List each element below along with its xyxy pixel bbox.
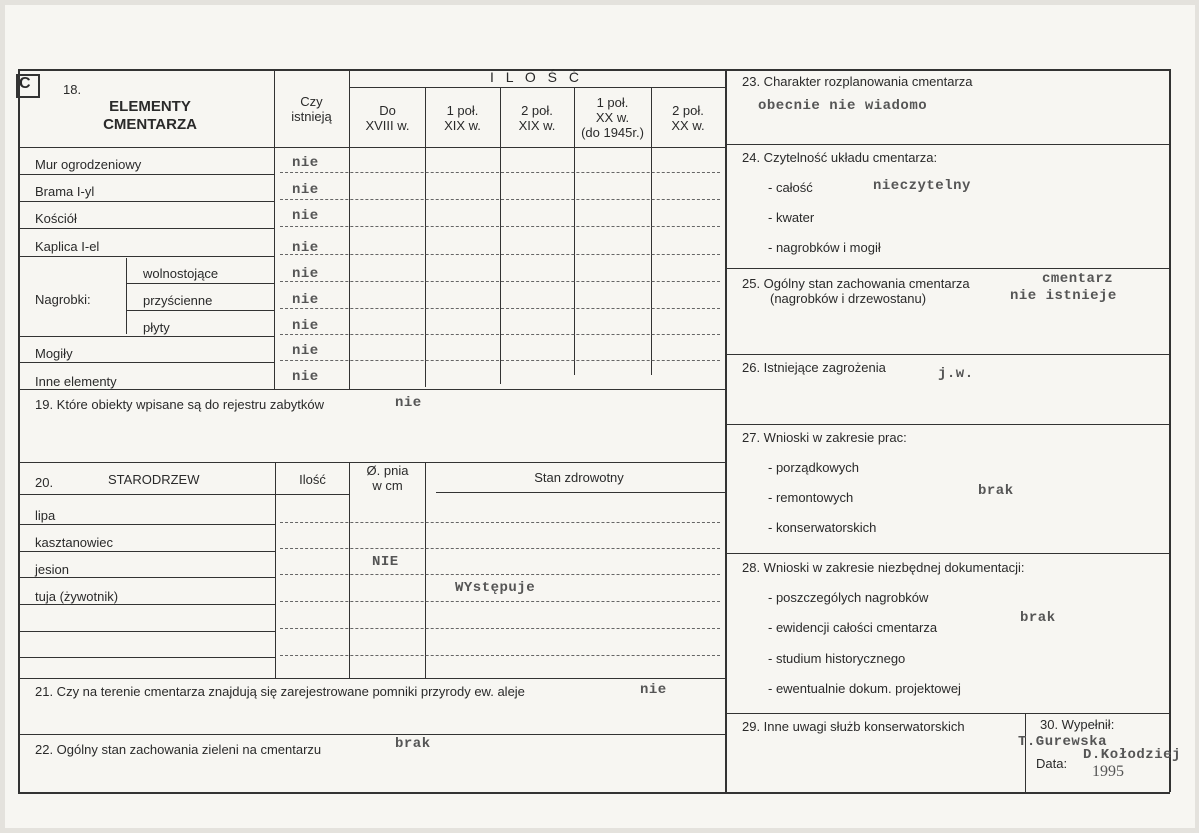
period-2-l2: XIX w. [444,118,481,133]
sec25-label-1: 25. Ogólny stan zachowania cmentarza [742,276,970,291]
nagrobki-vline [126,258,127,334]
sec29-30-divider [1025,713,1026,792]
ilosc-underline [349,87,725,88]
sec24-value: nieczytelny [873,178,971,194]
period-3-l1: 2 poł. [521,103,553,118]
value-mur: nie [292,155,319,171]
sec26-value: j.w. [938,366,974,382]
sec20-row-5 [18,631,275,632]
sec18-vline-1 [274,69,275,389]
sec20-col-qty: Ilość [299,472,326,487]
sec28-top [725,553,1170,554]
sec20-col-trunk-2: w cm [372,478,403,493]
col-exists-1: Czy [300,94,323,109]
period-1-l2: XVIII w. [365,118,410,133]
left-border [18,69,20,792]
tree-tuja: tuja (żywotnik) [35,589,119,604]
sec25-value-2: nie istnieje [1010,288,1117,304]
row-label-przyscienne: przyścienne [143,293,213,308]
sec18-number: 18. [63,82,82,97]
row-line-2 [18,201,274,202]
sec28-label: 28. Wnioski w zakresie niezbędnej dokumentacji: [742,560,1025,575]
grid-dash-6 [280,308,720,309]
row-line-4 [18,256,274,257]
sec28-item-2: - ewidencji całości cmentarza [768,620,938,635]
period-2-l1: 1 poł. [446,103,479,118]
sec20-vline-3 [425,462,426,678]
row-label-kaplica: Kaplica I-el [35,239,100,254]
sec22-value: brak [395,736,431,752]
sec27-label: 27. Wnioski w zakresie prac: [742,430,907,445]
row-label-plyty: płyty [143,320,170,335]
sec30-filler-1: T.Gurewska [1018,734,1108,750]
sec26-top [725,354,1170,355]
period-4-l1: 1 poł. [596,95,629,110]
sec29-top [725,713,1170,714]
sec20-col-trunk-1: Ø. pnia [366,463,409,478]
row-line-3 [18,228,274,229]
sec20-row-4 [18,604,275,605]
row-label-brama: Brama I-yl [35,184,95,199]
sec27-item-1: - porządkowych [768,460,860,475]
sec24-label: 24. Czytelność układu cmentarza: [742,150,938,165]
sec20-dash-1 [280,522,720,523]
sec24-item-1: - całość [768,180,813,195]
sec29-label: 29. Inne uwagi służb konserwatorskich [742,719,965,734]
value-plyty: nie [292,318,319,334]
sec30-filler-2: D.Kołodziej [1083,747,1181,763]
sec25-label-2: (nagrobków i drzewostanu) [770,291,927,306]
sec30-date-value: 1995 [1092,763,1124,780]
grid-dash-4 [280,254,720,255]
sec20-health-value: WYstępuje [455,580,536,596]
value-inne: nie [292,369,319,385]
row-label-wolnostojace: wolnostojące [143,266,219,281]
column-divider [725,69,727,792]
ilosc-header: I L O Ś Ć [489,69,584,85]
sec22-label: 22. Ogólny stan zachowania zieleni na cmentarzu [35,742,322,757]
sec20-col-health: Stan zdrowotny [534,470,624,485]
sec20-vline-2 [349,462,350,678]
value-mogily: nie [292,343,319,359]
value-kaplica: nie [292,240,319,256]
sec18-vline-6 [651,87,652,375]
sec20-dash-3 [280,574,720,575]
period-5-l2: XX w. [671,118,705,133]
sec19-value: nie [395,395,422,411]
sec21-top [18,678,725,679]
row-label-nagrobki: Nagrobki: [35,292,91,307]
tree-jesion: jesion [35,562,69,577]
row-line-8 [18,362,274,363]
sec27-item-2: - remontowych [768,490,854,505]
sec28-value: brak [1020,610,1056,626]
sec20-dash-4 [280,601,720,602]
sec20-dash-2 [280,548,720,549]
sec20-title: STARODRZEW [108,472,200,487]
sec20-row-1 [18,524,275,525]
value-przyscienne: nie [292,292,319,308]
sec18-vline-3 [425,87,426,387]
row-line-5 [126,283,274,284]
sec21-label: 21. Czy na terenie cmentarza znajdują się zarejestrowane pomniki przyrody ew. aleje [35,684,525,699]
grid-dash-8 [280,360,720,361]
sec22-top [18,734,725,735]
sec27-value: brak [978,483,1014,499]
period-3-l2: XIX w. [518,118,556,133]
grid-dash-7 [280,334,720,335]
sec28-item-1: - poszczególych nagrobków [768,590,929,605]
sec18-vline-2 [349,69,350,389]
sec20-row-2 [18,551,275,552]
grid-dash-2 [280,199,720,200]
sec27-item-3: - konserwatorskich [768,520,877,535]
sec20-row-6 [18,657,275,658]
row-label-inne: Inne elementy [35,374,117,389]
row-label-kosciol: Kościół [35,211,77,226]
sec19-top [18,389,725,390]
sec28-item-3: - studium historycznego [768,651,906,666]
sec24-item-2: - kwater [768,210,815,225]
sec24-item-3: - nagrobków i mogił [768,240,881,255]
row-line-7 [18,336,274,337]
sec24-top [725,144,1170,145]
sec20-header-bottom-right [436,492,725,493]
row-label-mur: Mur ogrodzeniowy [35,157,142,172]
value-wolnostojace: nie [292,266,319,282]
sec21-value: nie [640,682,667,698]
form-code: C [19,75,31,92]
sec26-label: 26. Istniejące zagrożenia [742,360,886,375]
sec18-title-1: ELEMENTY [109,98,191,115]
row-line-6 [126,310,274,311]
sec19-label: 19. Które obiekty wpisane są do rejestru zabytków [35,397,325,412]
sec18-vline-4 [500,87,501,384]
sec20-dash-5 [280,628,720,629]
sec30-label: 30. Wypełnił: [1040,717,1115,732]
period-4-l3: (do 1945r.) [581,125,644,140]
sec20-number: 20. [35,475,54,490]
sec28-item-4: - ewentualnie dokum. projektowej [768,681,961,696]
col-exists-2: istnieją [291,109,332,124]
sec20-dash-6 [280,655,720,656]
sec20-header-bottom-left [18,494,349,495]
value-kosciol: nie [292,208,319,224]
sec18-title-2: CMENTARZA [103,116,197,133]
sec23-label: 23. Charakter rozplanowania cmentarza [742,74,973,89]
sec30-date-label: Data: [1036,756,1068,771]
sec25-value-1: cmentarz [1042,271,1114,287]
period-1-l1: Do [379,103,396,118]
bottom-border [18,792,1170,794]
grid-dash-1 [280,172,720,173]
grid-dash-5 [280,281,720,282]
row-line-1 [18,174,274,175]
sec20-trunk-value: NIE [372,554,399,570]
right-border [1169,69,1171,792]
sec18-header-bottom [18,147,725,148]
value-brama: nie [292,182,319,198]
grid-dash-3 [280,226,720,227]
period-4-l2: XX w. [595,110,630,125]
period-5-l1: 2 poł. [672,103,704,118]
sec23-value: obecnie nie wiadomo [758,98,928,114]
row-label-mogily: Mogiły [35,346,73,361]
sec18-vline-5 [574,87,575,375]
tree-kasztanowiec: kasztanowiec [35,535,114,550]
sec20-row-3 [18,577,275,578]
tree-lipa: lipa [35,508,56,523]
sec25-top [725,268,1170,269]
sec27-top [725,424,1170,425]
